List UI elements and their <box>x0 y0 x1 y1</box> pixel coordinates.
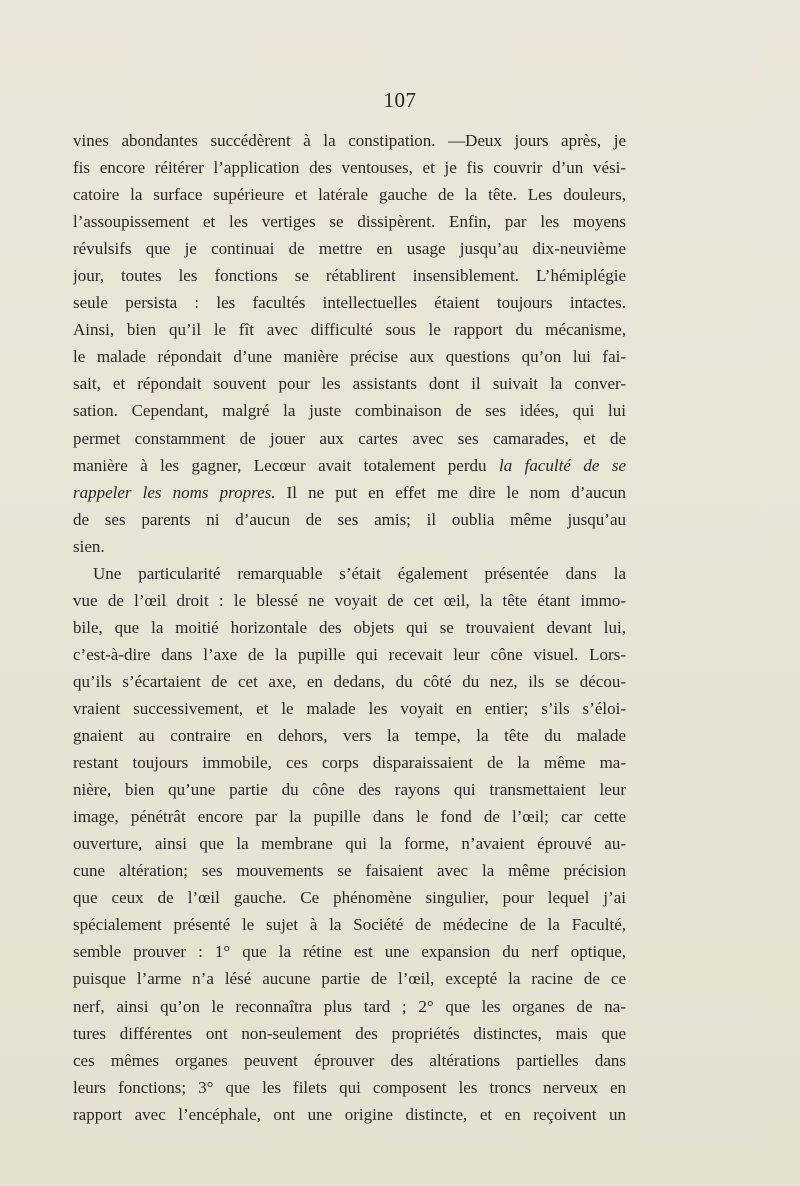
text-line: qu’ils s’écartaient de cet axe, en dedans, du côté du nez, ils se décou- <box>73 671 626 691</box>
italic-phrase: rappeler les noms propres. <box>73 482 276 502</box>
text-line: permet constamment de jouer aux cartes avec ses camarades, et de <box>73 428 626 448</box>
text-line: bile, que la moitié horizontale des objets qui se trouvaient devant lui, <box>73 617 626 637</box>
text-line: cune altération; ses mouvements se faisaient avec la même précision <box>73 861 626 881</box>
italic-phrase: la faculté de se <box>498 455 626 475</box>
text-line: l’assoupissement et les vertiges se dissipèrent. Enfin, par les moyens <box>73 212 626 232</box>
text-line-mixed <box>73 452 626 479</box>
text-line: ouverture, ainsi que la membrane qui la forme, n’avaient éprouvé au- <box>73 834 626 854</box>
text-line: fis encore réitérer l’application des ventouses, et je fis couvrir d’un vési- <box>73 158 626 178</box>
text-line: Ainsi, bien qu’il le fît avec difficulté sous le rapport du mécanisme, <box>73 320 626 340</box>
text-line: vines abondantes succédèrent à la constipation. —Deux jours après, je <box>73 131 626 150</box>
text-line: semble prouver : 1° que la rétine est une expansion du nerf optique, <box>73 942 626 962</box>
text-line: que ceux de l’œil gauche. Ce phénomène singulier, pour lequel j’ai <box>73 888 626 908</box>
text-line: rapport avec l’encéphale, ont une origine distincte, et en reçoivent un <box>73 1104 626 1124</box>
text-line: jour, toutes les fonctions se rétablirent insensiblement. L’hémiplégie <box>73 266 626 286</box>
paragraph-start-line: Une particularité remarquable s’était également présentée dans la <box>93 563 626 583</box>
text-line: spécialement présenté le sujet à la Société de médecine de la Faculté, <box>73 915 626 935</box>
text-line: nerf, ainsi qu’on le reconnaîtra plus tard ; 2° que les organes de na- <box>73 996 626 1016</box>
text-line: tures différentes ont non-seulement des propriétés distinctes, mais que <box>73 1023 626 1043</box>
text-line: révulsifs que je continuai de mettre en usage jusqu’au dix-neuvième <box>73 239 626 259</box>
text-line: nière, bien qu’une partie du cône des rayons qui transmettaient leur <box>73 780 626 800</box>
text-line: c’est-à-dire dans l’axe de la pupille qui recevait leur cône visuel. Lors- <box>73 644 626 664</box>
text-line: le malade répondait d’une manière précise aux questions qu’on lui fai- <box>73 347 626 367</box>
text-line: sien. <box>73 536 105 556</box>
body-text <box>73 127 626 1128</box>
text-segment: manière à les gagner, Lecœur avait totalement perdu <box>73 455 487 475</box>
text-line: seule persista : les facultés intellectuelles étaient toujours intactes. <box>73 293 626 313</box>
text-line: vue de l’œil droit : le blessé ne voyait de cet œil, la tête étant immo- <box>73 590 626 610</box>
page-number: 107 <box>383 88 417 112</box>
text-line: restant toujours immobile, ces corps disparaissaient de la même ma- <box>73 753 626 773</box>
text-line: gnaient au contraire en dehors, vers la tempe, la tête du malade <box>73 726 626 746</box>
text-line: sation. Cependant, malgré la juste combinaison de ses idées, qui lui <box>73 401 626 421</box>
text-line: leurs fonctions; 3° que les filets qui composent les troncs nerveux en <box>73 1077 626 1097</box>
text-segment: Il ne put en effet me dire le nom d’aucun <box>275 482 626 502</box>
text-line: sait, et répondait souvent pour les assistants dont il suivait la conver- <box>73 374 626 394</box>
text-line-mixed <box>73 479 626 506</box>
text-line: image, pénétrât encore par la pupille dans le fond de l’œil; car cette <box>73 807 626 827</box>
text-line: puisque l’arme n’a lésé aucune partie de l’œil, excepté la racine de ce <box>73 969 626 989</box>
text-line: catoire la surface supérieure et latérale gauche de la tête. Les douleurs, <box>73 185 626 205</box>
text-line: ces mêmes organes peuvent éprouver des altérations partielles dans <box>73 1050 626 1070</box>
text-line: de ses parents ni d’aucun de ses amis; il oublia même jusqu’au <box>73 509 626 529</box>
text-line: vraient successivement, et le malade les voyait en entier; s’ils s’éloi- <box>73 698 626 718</box>
